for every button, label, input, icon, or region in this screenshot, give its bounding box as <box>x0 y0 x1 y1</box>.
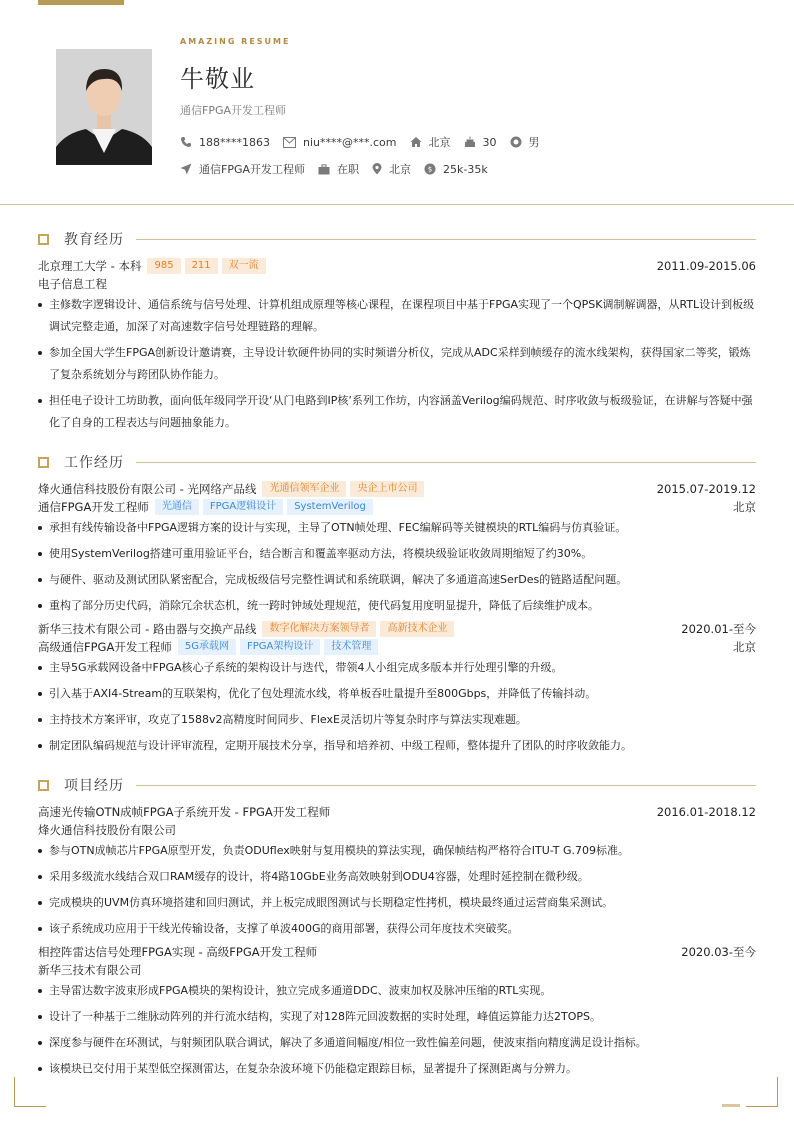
age-text: 30 <box>482 135 497 149</box>
role-tag: 光通信 <box>155 499 199 515</box>
intent-city <box>372 161 411 177</box>
section-rule <box>136 462 756 463</box>
project-bullet: 采用多级流水线结合双口RAM缓存的设计，将4路10GbE业务高效映射到ODU4容器，处理时延控制在微秒级。 <box>38 866 756 888</box>
job-role-row <box>38 499 756 515</box>
role-tag: FPGA逻辑设计 <box>203 499 283 515</box>
job-date: 2015.07-2019.12 <box>656 482 756 496</box>
job-role: 高级通信FPGA开发工程师 <box>38 640 172 654</box>
project-bullet: 该模块已交付用于某型低空探测雷达，在复杂杂波环境下仍能稳定跟踪目标，显著提升了探测距离与分辨力。 <box>38 1058 756 1080</box>
project-date: 2020.03-至今 <box>681 945 756 959</box>
home-icon <box>410 136 422 148</box>
section-title: 工作经历 <box>64 455 124 471</box>
job-bullet: 使用SystemVerilog搭建可重用验证平台，结合断言和覆盖率驱动方法，将模块级验证收敛周期缩短了约30%。 <box>38 543 756 565</box>
cake-icon <box>464 136 476 148</box>
job-role: 通信FPGA开发工程师 <box>38 500 149 514</box>
profile-photo <box>56 49 152 165</box>
school-name: 北京理工大学 - 本科 <box>38 259 142 273</box>
section-rule <box>136 785 756 786</box>
intent-city-text: 北京 <box>389 163 412 176</box>
candidate-name: 牛敬业 <box>180 65 255 93</box>
phone-text: 188****1863 <box>199 135 270 149</box>
gender-text: 男 <box>528 136 540 149</box>
role-tag: 5G承载网 <box>178 639 236 655</box>
projects-section-header <box>38 777 756 793</box>
project-org: 新华三技术有限公司 <box>38 963 142 977</box>
job-bullet: 制定团队编码规范与设计评审流程，定期开展技术分享，指导和培养初、中级工程师，整体提升了团队的时序收敛能力。 <box>38 735 756 757</box>
location-text: 北京 <box>428 136 451 149</box>
company-tag: 央企上市公司 <box>350 481 424 497</box>
corner-decoration-left <box>14 1077 46 1107</box>
job-date: 2020.01-至今 <box>681 622 756 636</box>
project-bullet: 主导雷达数字波束形成FPGA模块的架构设计，独立完成多通道DDC、波束加权及脉冲压缩的RTL实现。 <box>38 980 756 1002</box>
company-tag: 高新技术企业 <box>380 621 454 637</box>
phone-info[interactable] <box>180 136 270 149</box>
school-tag: 985 <box>147 258 180 274</box>
role-tag: 技术管理 <box>324 639 378 655</box>
work-section-header <box>38 454 756 470</box>
job-bullet: 主导5G承载网设备中FPGA核心子系统的架构设计与迭代，带领4人小组完成多版本并行处理引擎的升级。 <box>38 657 756 679</box>
job-city: 北京 <box>733 500 756 514</box>
header-divider <box>0 204 794 205</box>
mail-icon <box>283 137 296 148</box>
gender-info <box>510 134 540 150</box>
education-major-row <box>38 276 756 292</box>
corner-decoration-right <box>746 1077 778 1107</box>
project-bullet: 完成模块的UVM仿真环境搭建和回归测试，并上板完成眼图测试与长期稳定性拷机，模块最终通过运营商集采测试。 <box>38 892 756 914</box>
gender-icon <box>510 136 522 148</box>
job-company-row <box>38 481 756 497</box>
education-bullet: 参加全国大学生FPGA创新设计邀请赛，主导设计软硬件协同的实时频谱分析仪，完成从ADC采样到帧缓存的流水线架构，获得国家二等奖，锻炼了复杂系统划分与跨团队协作能力。 <box>38 342 756 386</box>
job-status <box>318 161 359 177</box>
job-bullet: 重构了部分历史代码，消除冗余状态机，统一跨时钟域处理规范，使代码复用度明显提升，降低了后续维护成本。 <box>38 595 756 617</box>
school-tag: 双一流 <box>222 258 266 274</box>
section-title: 教育经历 <box>64 232 124 248</box>
project-bullet: 设计了一种基于二维脉动阵列的并行流水结构，实现了对128阵元回波数据的实时处理，峰值运算能力达2TOPS。 <box>38 1006 756 1028</box>
company-name: 烽火通信科技股份有限公司 - 光网络产品线 <box>38 482 257 496</box>
project-title: 高速光传输OTN成帧FPGA子系统开发 - FPGA开发工程师 <box>38 805 331 819</box>
project-bullet: 该子系统成功应用于干线光传输设备，支撑了单波400G的商用部署，获得公司年度技术突破奖。 <box>38 918 756 940</box>
job-bullet: 与硬件、驱动及测试团队紧密配合，完成板级信号完整性调试和系统联调，解决了多通道高速SerDes的链路适配问题。 <box>38 569 756 591</box>
candidate-title: 通信FPGA开发工程师 <box>180 104 287 117</box>
job-company-row <box>38 621 756 637</box>
section-rule <box>136 239 756 240</box>
section-square-icon <box>38 234 49 245</box>
company-name: 新华三技术有限公司 - 路由器与交换产品线 <box>38 622 257 636</box>
education-bullet: 主修数字逻辑设计、通信系统与信号处理、计算机组成原理等核心课程，在课程项目中基于FPGA实现了一个QPSK调制解调器，从RTL设计到板级调试完整走通，加深了对高速数字信号处理链路的理解。 <box>38 294 756 338</box>
brand-label: AMAZING RESUME <box>180 37 291 46</box>
email-info[interactable] <box>283 136 397 149</box>
job-bullet: 主持技术方案评审，攻克了1588v2高精度时间同步、FlexE灵活切片等复杂时序与算法实现难题。 <box>38 709 756 731</box>
role-tag: FPGA架构设计 <box>240 639 320 655</box>
location-pin-icon <box>372 163 382 175</box>
project-bullet: 深度参与硬件在环测试，与射频团队联合调试，解决了多通道间幅度/相位一致性偏差问题，使波束指向精度满足设计指标。 <box>38 1032 756 1054</box>
section-square-icon <box>38 457 49 468</box>
briefcase-icon <box>318 164 330 175</box>
job-role-row <box>38 639 756 655</box>
major: 电子信息工程 <box>38 277 107 291</box>
project-title: 相控阵雷达信号处理FPGA实现 - 高级FPGA开发工程师 <box>38 945 318 959</box>
project-title-row <box>38 804 756 820</box>
contact-row <box>180 134 553 150</box>
svg-text:$: $ <box>427 165 433 174</box>
project-bullet: 参与OTN成帧芯片FPGA原型开发，负责ODUflex映射与复用模块的算法实现，确保帧结构严格符合ITU-T G.709标准。 <box>38 840 756 862</box>
company-tag: 光通信领军企业 <box>262 481 346 497</box>
project-org-row <box>38 822 756 838</box>
education-date: 2011.09-2015.06 <box>656 259 756 273</box>
section-square-icon <box>38 780 49 791</box>
job-city: 北京 <box>733 640 756 654</box>
salary-icon <box>424 163 436 175</box>
expected-salary <box>424 163 488 176</box>
location-info <box>410 134 451 150</box>
send-icon <box>180 163 192 175</box>
job-bullet: 承担有线传输设备中FPGA逻辑方案的设计与实现，主导了OTN帧处理、FEC编解码等关键模块的RTL编码与仿真验证。 <box>38 517 756 539</box>
phone-icon <box>180 136 192 148</box>
corner-accent-bar <box>722 1104 740 1107</box>
section-title: 项目经历 <box>64 778 124 794</box>
age-info <box>464 136 497 149</box>
expected-salary-text: 25k-35k <box>443 162 488 176</box>
project-date: 2016.01-2018.12 <box>656 805 756 819</box>
education-section-header <box>38 231 756 247</box>
education-school-row <box>38 258 756 274</box>
job-status-text: 在职 <box>337 163 360 176</box>
top-accent-bar <box>38 0 124 5</box>
intent-row <box>180 161 501 177</box>
project-title-row <box>38 944 756 960</box>
role-tag: SystemVerilog <box>287 499 373 515</box>
school-tag: 211 <box>185 258 218 274</box>
intent-position-text: 通信FPGA开发工程师 <box>199 163 306 176</box>
email-text: niu****@***.com <box>303 135 397 149</box>
project-org: 烽火通信科技股份有限公司 <box>38 823 176 837</box>
project-org-row <box>38 962 756 978</box>
job-bullet: 引入基于AXI4-Stream的互联架构，优化了包处理流水线，将单板吞吐量提升至800Gbps，并降低了传输抖动。 <box>38 683 756 705</box>
company-tag: 数字化解决方案领导者 <box>262 621 376 637</box>
education-bullet: 担任电子设计工坊助教，面向低年级同学开设‘从门电路到IP核’系列工作坊，内容涵盖Verilog编码规范、时序收敛与板级验证，在讲解与答疑中强化了自身的工程表达与问题抽象能力。 <box>38 390 756 434</box>
intent-position <box>180 161 305 177</box>
